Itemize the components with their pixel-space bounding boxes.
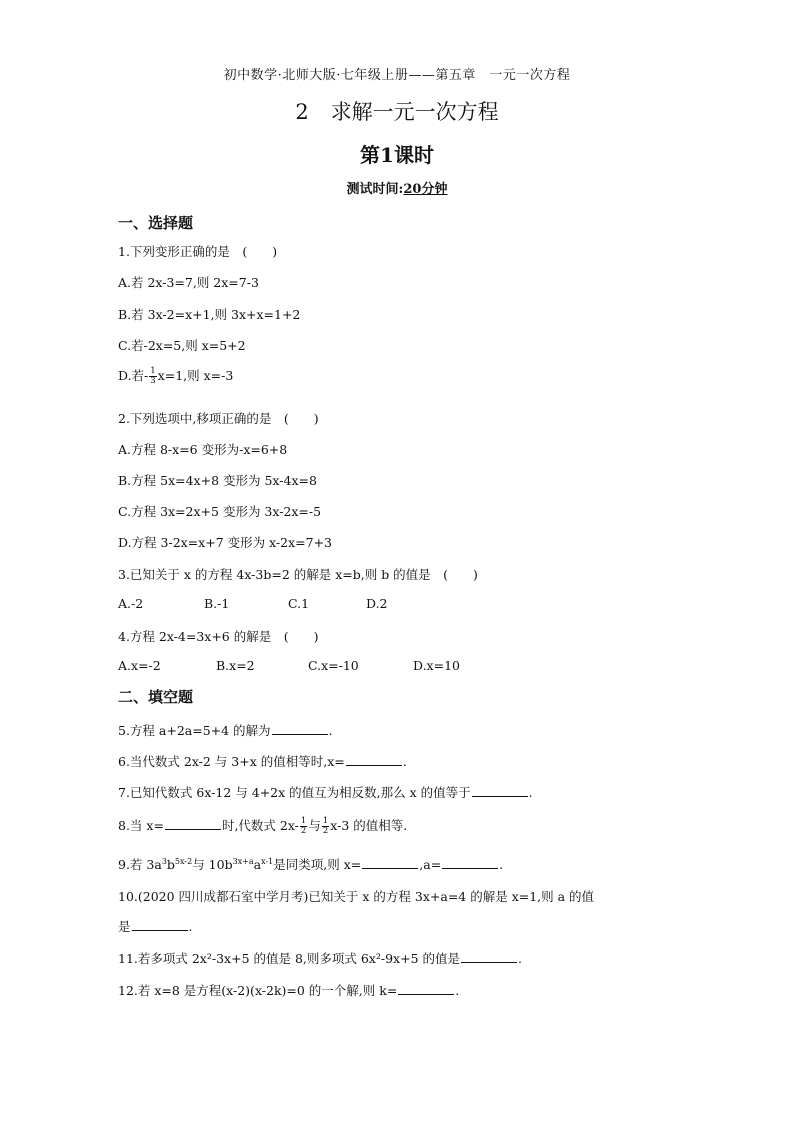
q7-text: 7.已知代数式 6x-12 与 4+2x 的值互为相反数,那么 x 的值等于 xyxy=(118,785,471,800)
q6-text: 6.当代数式 2x-2 与 3+x 的值相等时,x= xyxy=(118,754,345,769)
q9-sup-3: 3x+a xyxy=(232,856,254,866)
q8 xyxy=(118,816,407,836)
q10-text: 是 xyxy=(118,919,131,934)
q3-option-b: B.-1 xyxy=(204,596,230,611)
q2-option-d: D.方程 3-2x=x+7 变形为 x-2x=7+3 xyxy=(118,535,333,550)
q11-text: 11.若多项式 2x²-3x+5 的值是 8,则多项式 6x²-9x+5 的值是 xyxy=(118,951,461,966)
q8-text-start: 8.当 x= xyxy=(118,818,164,833)
q5-end: . xyxy=(328,723,333,738)
q9-text-b: b xyxy=(166,857,175,872)
q4-option-c: C.x=-10 xyxy=(308,658,359,673)
q1-d-suffix: x=1,则 x=-3 xyxy=(157,368,234,383)
q8-text-mid: 时,代数式 2x- xyxy=(221,818,299,833)
q3-stem: 3.已知关于 x 的方程 4x-3b=2 的解是 x=b,则 b 的值是 ( ) xyxy=(118,567,478,582)
lesson-subtitle: 第1课时 xyxy=(360,143,434,167)
q1-stem: 1.下列变形正确的是 ( ) xyxy=(118,244,278,259)
q8-fraction-2 xyxy=(322,817,329,836)
q5 xyxy=(118,721,333,739)
q1-d-prefix: D.若- xyxy=(118,368,149,383)
q2-option-b: B.方程 5x=4x+8 变形为 5x-4x=8 xyxy=(118,473,317,488)
q9-text-start: 9.若 3a xyxy=(118,857,162,872)
q8-answer-blank[interactable] xyxy=(165,817,221,830)
q9-sup-4: x-1 xyxy=(261,856,274,866)
q9-text-mid: 与 10b xyxy=(192,857,233,872)
q7-end: . xyxy=(528,785,533,800)
q6-end: . xyxy=(402,754,407,769)
test-time-label: 测试时间: xyxy=(346,182,404,197)
q9-end: . xyxy=(499,857,504,872)
page-header: 初中数学·北师大版·七年级上册——第五章 一元一次方程 xyxy=(223,68,571,83)
q4-option-a: A.x=-2 xyxy=(118,658,161,673)
q1-d-numerator: 1 xyxy=(150,366,156,376)
q9-sup-2: 5x-2 xyxy=(174,856,193,866)
test-time xyxy=(0,178,794,197)
q1-option-a: A.若 2x-3=7,则 2x=7-3 xyxy=(118,275,259,290)
q3-options xyxy=(118,596,388,611)
q11 xyxy=(118,949,522,967)
q2-stem: 2.下列选项中,移项正确的是 ( ) xyxy=(118,411,319,426)
q1-option-b: B.若 3x-2=x+1,则 3x+x=1+2 xyxy=(118,307,301,322)
q3-option-c: C.1 xyxy=(288,596,310,611)
q8-frac2-denominator: 2 xyxy=(322,826,329,836)
q8-frac2-numerator: 1 xyxy=(322,816,329,826)
q12-answer-blank[interactable] xyxy=(398,982,454,995)
q6 xyxy=(118,752,407,770)
q1-option-c: C.若-2x=5,则 x=5+2 xyxy=(118,338,246,353)
q3-option-a: A.-2 xyxy=(118,596,144,611)
section-fill-heading: 二、填空题 xyxy=(118,688,194,706)
q12-text: 12.若 x=8 是方程(x-2)(x-2k)=0 的一个解,则 k= xyxy=(118,983,398,998)
q8-frac1-denominator: 2 xyxy=(300,826,307,836)
q7-answer-blank[interactable] xyxy=(472,784,528,797)
q4-option-b: B.x=2 xyxy=(216,658,255,673)
q4-stem: 4.方程 2x-4=3x+6 的解是 ( ) xyxy=(118,629,319,644)
q1-d-denominator: 3 xyxy=(150,376,156,386)
lesson-title xyxy=(0,96,794,126)
q5-text: 5.方程 a+2a=5+4 的解为 xyxy=(118,723,271,738)
test-time-value: 20分钟 xyxy=(403,182,448,197)
q2-option-a: A.方程 8-x=6 变形为-x=6+8 xyxy=(118,442,288,457)
q8-fraction-1 xyxy=(300,817,307,836)
q10-answer-blank[interactable] xyxy=(132,918,188,931)
q10-line2 xyxy=(118,917,193,935)
q8-text-end: x-3 的值相等. xyxy=(330,818,408,833)
q10-line1: 10.(2020 四川成都石室中学月考)已知关于 x 的方程 3x+a=4 的解是 x=1,则 a 的值 xyxy=(118,889,595,904)
q11-end: . xyxy=(518,951,522,966)
q9-text-a-eq: ,a= xyxy=(419,857,442,872)
q8-frac1-numerator: 1 xyxy=(300,816,307,826)
q12 xyxy=(118,981,459,999)
q6-answer-blank[interactable] xyxy=(346,753,402,766)
q4-options xyxy=(118,658,460,673)
section-choice-heading: 一、选择题 xyxy=(118,214,194,232)
q10-end: . xyxy=(188,919,193,934)
q8-text-with: 与 xyxy=(308,818,321,833)
q12-end: . xyxy=(455,983,460,998)
lesson-title-text: 求解一元一次方程 xyxy=(330,100,499,124)
lesson-number: 2 xyxy=(295,100,309,124)
q4-option-d: D.x=10 xyxy=(413,658,460,673)
q9-answer-blank-a[interactable] xyxy=(442,856,498,869)
q9 xyxy=(118,855,503,873)
q9-sup-1: 3 xyxy=(161,856,167,866)
q2-option-c: C.方程 3x=2x+5 变形为 3x-2x=-5 xyxy=(118,504,322,519)
q1-option-d xyxy=(118,366,233,386)
q7 xyxy=(118,783,533,801)
q5-answer-blank[interactable] xyxy=(272,722,328,735)
q1-d-fraction xyxy=(149,367,156,386)
q9-answer-blank-x[interactable] xyxy=(362,856,418,869)
q3-option-d: D.2 xyxy=(366,596,388,611)
q11-answer-blank[interactable] xyxy=(461,950,517,963)
q9-text-cond: 是同类项,则 x= xyxy=(273,857,362,872)
q9-text-a: a xyxy=(253,857,262,872)
